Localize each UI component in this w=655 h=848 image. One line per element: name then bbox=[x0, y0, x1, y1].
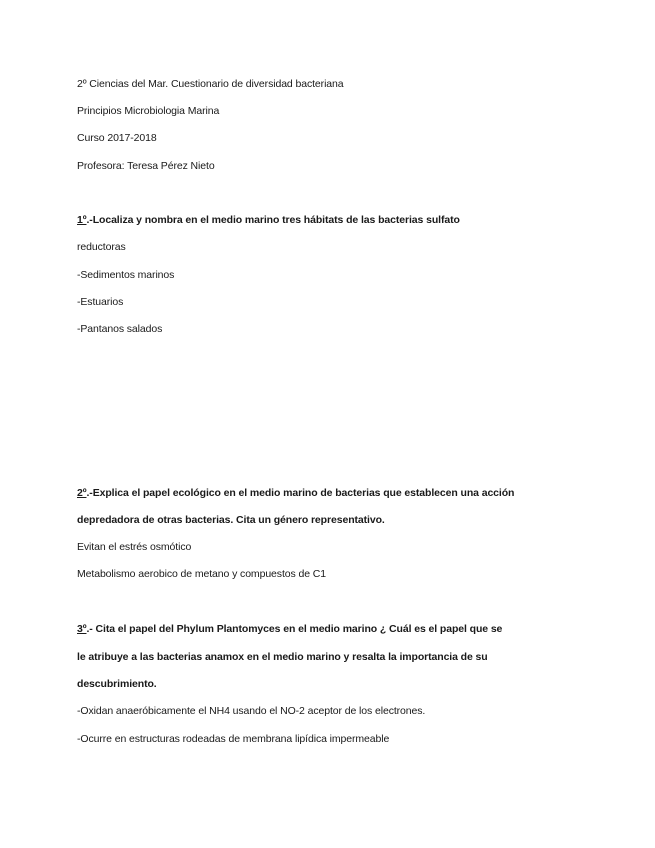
question-2 bbox=[77, 486, 514, 500]
header-subject: Principios Microbiologia Marina bbox=[77, 105, 220, 117]
question-3-text-line2: le atribuye a las bacterias anamox en el medio marino y resalta la importancia de su bbox=[77, 651, 488, 663]
header-teacher: Profesora: Teresa Pérez Nieto bbox=[77, 160, 215, 172]
question-2-number: 2º bbox=[77, 487, 87, 499]
question-1-answer-2: -Estuarios bbox=[77, 296, 124, 308]
question-3-text-line1: .- Cita el papel del Phylum Plantomyces en el medio marino ¿ Cuál es el papel que se bbox=[86, 623, 503, 635]
question-1-text-line1: .-Localiza y nombra en el medio marino tres hábitats de las bacterias sulfato bbox=[86, 214, 460, 226]
question-3-number: 3º bbox=[77, 623, 87, 635]
question-3 bbox=[77, 622, 502, 636]
question-3-answer-1: -Oxidan anaeróbicamente el NH4 usando el NO-2 aceptor de los electrones. bbox=[77, 705, 426, 717]
question-1-answer-3: -Pantanos salados bbox=[77, 323, 163, 335]
question-2-text-line1: .-Explica el papel ecológico en el medio marino de bacterias que establecen una acción bbox=[86, 487, 515, 499]
header-course-title: 2º Ciencias del Mar. Cuestionario de diversidad bacteriana bbox=[77, 78, 344, 90]
header-year: Curso 2017-2018 bbox=[77, 132, 157, 144]
question-2-answer-2: Metabolismo aerobico de metano y compuestos de C1 bbox=[77, 568, 326, 580]
question-3-answer-2: -Ocurre en estructuras rodeadas de membrana lipídica impermeable bbox=[77, 733, 390, 745]
question-3-text-line3: descubrimiento. bbox=[77, 678, 157, 690]
question-2-text-line2: depredadora de otras bacterias. Cita un género representativo. bbox=[77, 514, 385, 526]
question-1-answer-1: -Sedimentos marinos bbox=[77, 269, 175, 281]
question-1 bbox=[77, 213, 460, 227]
question-1-text-line2: reductoras bbox=[77, 241, 126, 253]
question-1-number: 1º bbox=[77, 214, 87, 226]
question-2-answer-1: Evitan el estrés osmótico bbox=[77, 541, 192, 553]
